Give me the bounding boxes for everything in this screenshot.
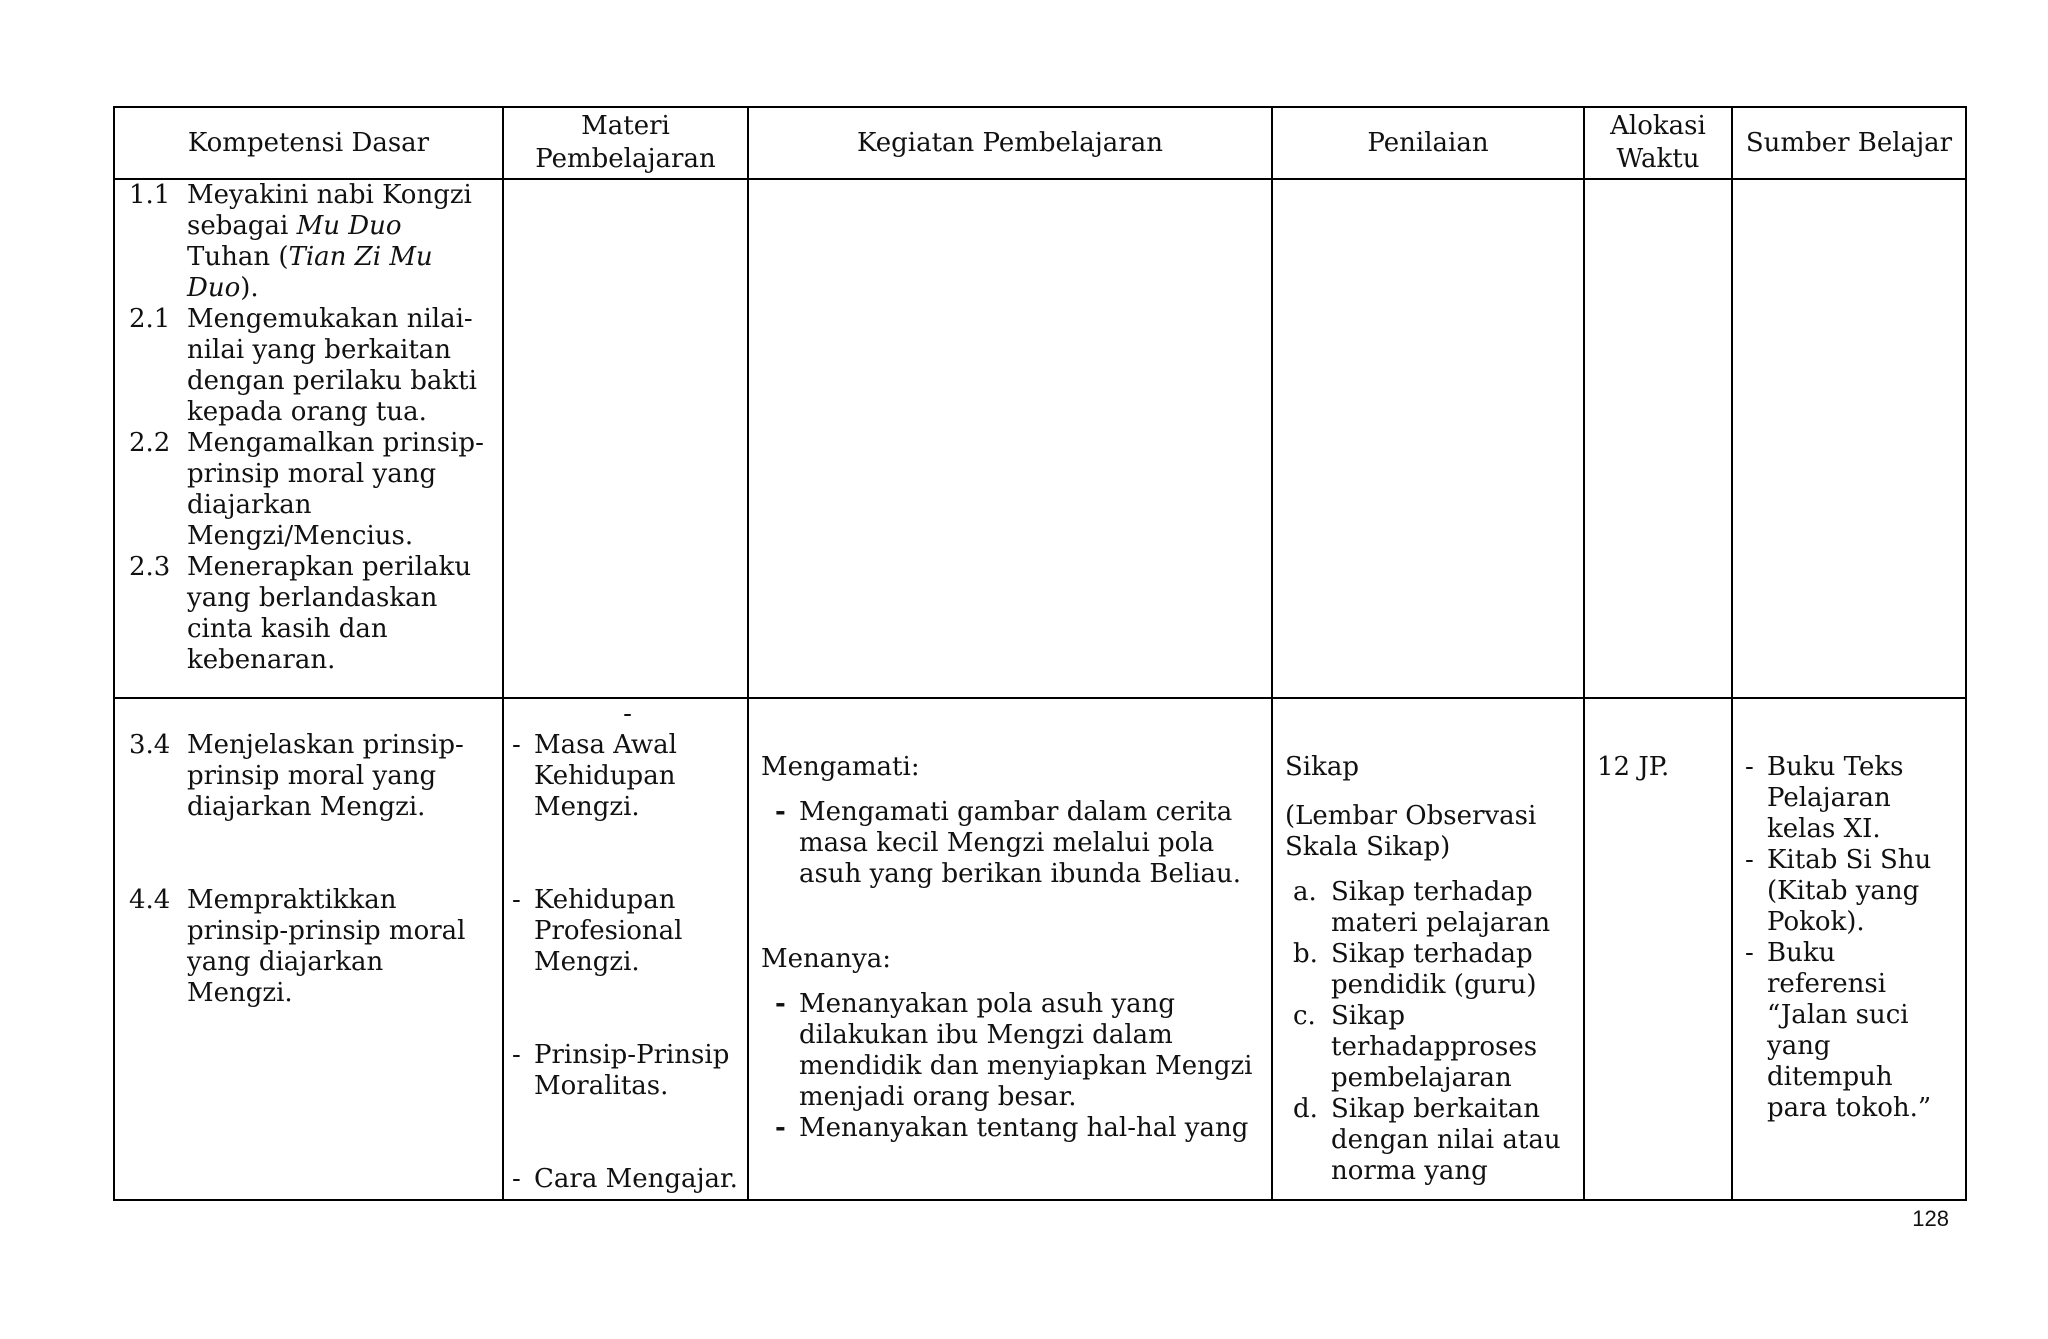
penilaian-item: b. Sikap terhadap pendidik (guru) bbox=[1293, 939, 1537, 1000]
header-kegiatan-pembelajaran: Kegiatan Pembelajaran bbox=[748, 107, 1272, 179]
kd-list bbox=[129, 730, 494, 1009]
syllabus-table bbox=[113, 106, 1967, 1201]
table-header-row bbox=[114, 107, 1966, 179]
sumber-item: - Kitab Si Shu (Kitab yang Pokok). bbox=[1745, 845, 1932, 937]
materi-item: - Prinsip-Prinsip Moralitas. bbox=[512, 1040, 730, 1101]
alokasi-cell-row1 bbox=[1584, 179, 1732, 698]
kd-item: 2.1 Mengemukakan nilai-nilai yang berkaitan dengan perilaku bakti kepada orang tua. bbox=[129, 304, 477, 427]
kd-item: 3.4 Menjelaskan prinsip-prinsip moral yang diajarkan Mengzi. bbox=[129, 730, 464, 822]
kd-list bbox=[129, 180, 488, 676]
materi-list bbox=[512, 730, 743, 1195]
sumber-item: - Buku referensi “Jalan suci yang ditempuh para tokoh.” bbox=[1745, 938, 1932, 1123]
materi-cell-row2 bbox=[503, 698, 748, 1200]
penilaian-cell-row1 bbox=[1272, 179, 1584, 698]
penilaian-cell-row2 bbox=[1272, 698, 1584, 1200]
table-row bbox=[114, 179, 1966, 698]
sumber-item: - Buku Teks Pelajaran kelas XI. bbox=[1745, 752, 1904, 844]
materi-cell-row1 bbox=[503, 179, 748, 698]
penilaian-item: a. Sikap terhadap materi pelajaran bbox=[1293, 877, 1551, 938]
penilaian-item: d. Sikap berkaitan dengan nilai atau norma yang bbox=[1293, 1094, 1561, 1186]
mengamati-list bbox=[761, 797, 1263, 890]
table-row bbox=[114, 698, 1966, 1200]
materi-item: - Cara Mengajar. bbox=[512, 1164, 738, 1194]
penilaian-item: c. Sikap terhadapproses pembelajaran bbox=[1293, 1001, 1538, 1093]
kegiatan-cell-row1 bbox=[748, 179, 1272, 698]
header-kompetensi-dasar: Kompetensi Dasar bbox=[114, 107, 503, 179]
menanya-item: - Menanyakan tentang hal-hal yang bbox=[775, 1113, 1249, 1143]
kd-item: 4.4 Mempraktikkan prinsip-prinsip moral yang diajarkan Mengzi. bbox=[129, 885, 466, 1008]
sumber-cell-row1 bbox=[1732, 179, 1966, 698]
kd-cell-row2 bbox=[114, 698, 503, 1200]
menanya-item: - Menanyakan pola asuh yang dilakukan ibu Mengzi dalam mendidik dan menyiapkan Mengzi menjadi orang besar. bbox=[775, 989, 1253, 1112]
penilaian-subtitle: (Lembar Observasi Skala Sikap) bbox=[1285, 801, 1537, 862]
header-alokasi-waktu: Alokasi Waktu bbox=[1584, 107, 1732, 179]
mengamati-label: Mengamati: bbox=[761, 752, 920, 782]
alokasi-value: 12 JP. bbox=[1597, 752, 1670, 782]
kd-item: 2.2 Mengamalkan prinsip-prinsip moral yang diajarkan Mengzi/Mencius. bbox=[129, 428, 484, 551]
penilaian-list bbox=[1285, 877, 1577, 1187]
header-sumber-belajar: Sumber Belajar bbox=[1732, 107, 1966, 179]
materi-item: - Kehidupan Profesional Mengzi. bbox=[512, 885, 683, 977]
sumber-cell-row2 bbox=[1732, 698, 1966, 1200]
kd-cell-row1 bbox=[114, 179, 503, 698]
kd-item: 2.3 Menerapkan perilaku yang berlandaskan cinta kasih dan kebenaran. bbox=[129, 552, 472, 675]
materi-item: - Masa Awal Kehidupan Mengzi. bbox=[512, 730, 677, 822]
sumber-list bbox=[1745, 752, 1959, 1124]
menanya-label: Menanya: bbox=[761, 944, 891, 974]
penilaian-title: Sikap bbox=[1285, 752, 1360, 782]
mengamati-item: - Mengamati gambar dalam cerita masa kecil Mengzi melalui pola asuh yang berikan ibunda Beliau. bbox=[775, 797, 1241, 889]
materi-top-dash: - bbox=[623, 699, 632, 729]
header-penilaian: Penilaian bbox=[1272, 107, 1584, 179]
kd-item: 1.1 Meyakini nabi Kongzi sebagai Mu Duo Tuhan (Tian Zi Mu Duo). bbox=[129, 180, 472, 303]
alokasi-cell-row2 bbox=[1584, 698, 1732, 1200]
kegiatan-cell-row2 bbox=[748, 698, 1272, 1200]
page-number: 128 bbox=[1912, 1206, 1949, 1231]
menanya-list bbox=[761, 989, 1263, 1144]
header-materi-pembelajaran: Materi Pembelajaran bbox=[503, 107, 748, 179]
